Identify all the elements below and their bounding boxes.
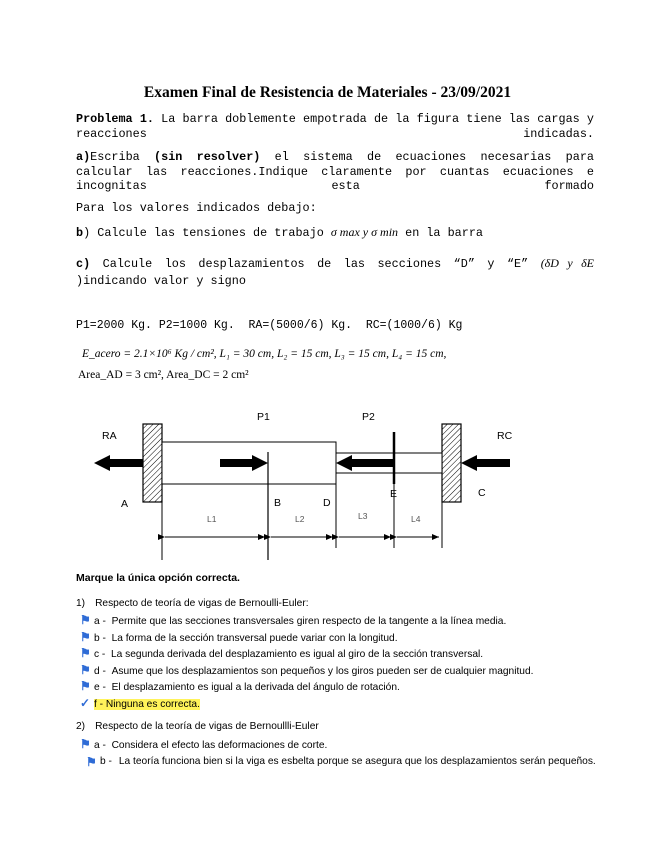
check-icon: ✓ [80, 695, 91, 710]
flag-icon: ⚑ [80, 679, 91, 693]
flag-icon: ⚑ [80, 662, 91, 677]
flag-icon: ⚑ [80, 629, 91, 644]
option-letter: d - [94, 665, 106, 677]
problem-intro-text: La barra doblemente empotrada de la figura tiene las cargas y reacciones indicadas. [76, 112, 595, 141]
option-text: Ninguna es correcta. [105, 698, 200, 710]
question-1 [76, 598, 309, 609]
right-wall-support [442, 424, 461, 502]
option-letter: a - [94, 740, 106, 751]
question-1-options [80, 613, 600, 712]
part-c-text: Calcule los desplazamientos de las secciones “D” y “E” [90, 257, 541, 271]
part-a-text2: el sistema de ecuaciones necesarias para calcular las reacciones.Indique claramente por cuantas ecuaciones e incognitas esta formado [76, 150, 594, 193]
question-number: 2) [76, 721, 86, 732]
label-l3: L3 [358, 511, 368, 521]
loads-line: P1=2000 Kg. P2=1000 Kg. RA=(5000/6) Kg. RC=(1000/6) Kg [76, 319, 463, 332]
question-number: 1) [76, 598, 86, 609]
label-p2: P2 [362, 411, 375, 423]
label-b: B [274, 497, 282, 509]
label-rc: RC [497, 430, 513, 442]
label-l1: L1 [207, 514, 217, 524]
option-letter: b - [100, 755, 112, 767]
part-a-text1: Escriba [90, 150, 155, 164]
option-text: Permite que las secciones transversales giren respecto de la tangente a la línea media. [111, 616, 507, 627]
part-c-text2: )indicando valor y signo [76, 274, 246, 288]
values-intro: Para los valores indicados debajo: [76, 201, 317, 215]
exam-title: Examen Final de Resistencia de Materiales - 23/09/2021 [143, 84, 512, 101]
flag-icon: ⚑ [80, 737, 91, 751]
option-letter: a - [94, 616, 106, 627]
label-ra: RA [102, 430, 117, 442]
label-p1: P1 [257, 411, 270, 423]
option-e[interactable] [80, 679, 600, 696]
part-b-text2: en la barra [398, 226, 483, 240]
part-b-label: b [76, 226, 84, 240]
flag-icon: ⚑ [86, 754, 97, 769]
option-b[interactable] [80, 630, 600, 647]
label-l2: L2 [295, 514, 305, 524]
option-a[interactable] [80, 737, 600, 754]
option-f[interactable] [80, 696, 600, 713]
part-a-label: a) [76, 150, 91, 164]
reaction-rc-arrow [461, 455, 510, 471]
flag-icon: ⚑ [80, 613, 91, 627]
question-2 [76, 721, 319, 732]
area-properties: Area_AD = 3 cm², Area_DC = 2 cm² [78, 369, 249, 381]
label-e: E [390, 488, 398, 500]
option-text: El desplazamiento es igual a la derivada del ángulo de rotación. [111, 682, 400, 693]
option-b[interactable] [80, 755, 600, 770]
option-text: Considera el efecto las deformaciones de corte. [111, 740, 328, 751]
left-wall-support [143, 424, 162, 502]
question-2-options [80, 737, 600, 769]
reaction-ra-arrow [94, 455, 143, 471]
option-c[interactable] [80, 646, 600, 663]
option-a[interactable] [80, 613, 600, 630]
option-letter: e - [94, 682, 106, 693]
material-properties: E_acero = 2.1×10⁶ Kg / cm², L₁ = 30 cm, L₂ = 15 cm, L₃ = 15 cm, L₄ = 15 cm, [82, 348, 447, 360]
part-b-text: ) Calcule las tensiones de trabajo [83, 226, 331, 240]
question-text: Respecto de teoría de vigas de Bernoulli-Euler: [95, 598, 309, 609]
option-text: Asume que los desplazamientos son pequeños y los giros pueden ser de cualquier magnitud. [111, 665, 534, 677]
label-l4: L4 [411, 514, 421, 524]
problem-heading: Problema 1. [76, 112, 154, 126]
option-letter: c - [94, 649, 106, 660]
option-text: La teoría funciona bien si la viga es esbelta porque se asegura que los desplazamientos serán pequeños. [118, 755, 596, 767]
part-a-bold: (sin resolver) [154, 150, 261, 164]
part-c-label: c) [76, 257, 91, 271]
part-b-sigma: σ max y σ min [330, 225, 399, 239]
label-d: D [323, 497, 331, 509]
flag-icon: ⚑ [80, 646, 91, 660]
option-letter: b - [94, 632, 106, 644]
instruction: Marque la única opción correcta. [76, 572, 240, 584]
option-text: La segunda derivada del desplazamiento es igual al giro de la sección transversal. [111, 649, 484, 660]
label-a: A [121, 498, 129, 510]
label-c: C [478, 487, 486, 499]
option-d[interactable] [80, 663, 600, 680]
option-letter: f - [94, 698, 104, 710]
question-text: Respecto de la teoría de vigas de Bernoullli-Euler [95, 721, 319, 732]
part-c-delta: (δD y δE [540, 256, 594, 270]
option-text: La forma de la sección transversal puede variar con la longitud. [111, 632, 398, 644]
